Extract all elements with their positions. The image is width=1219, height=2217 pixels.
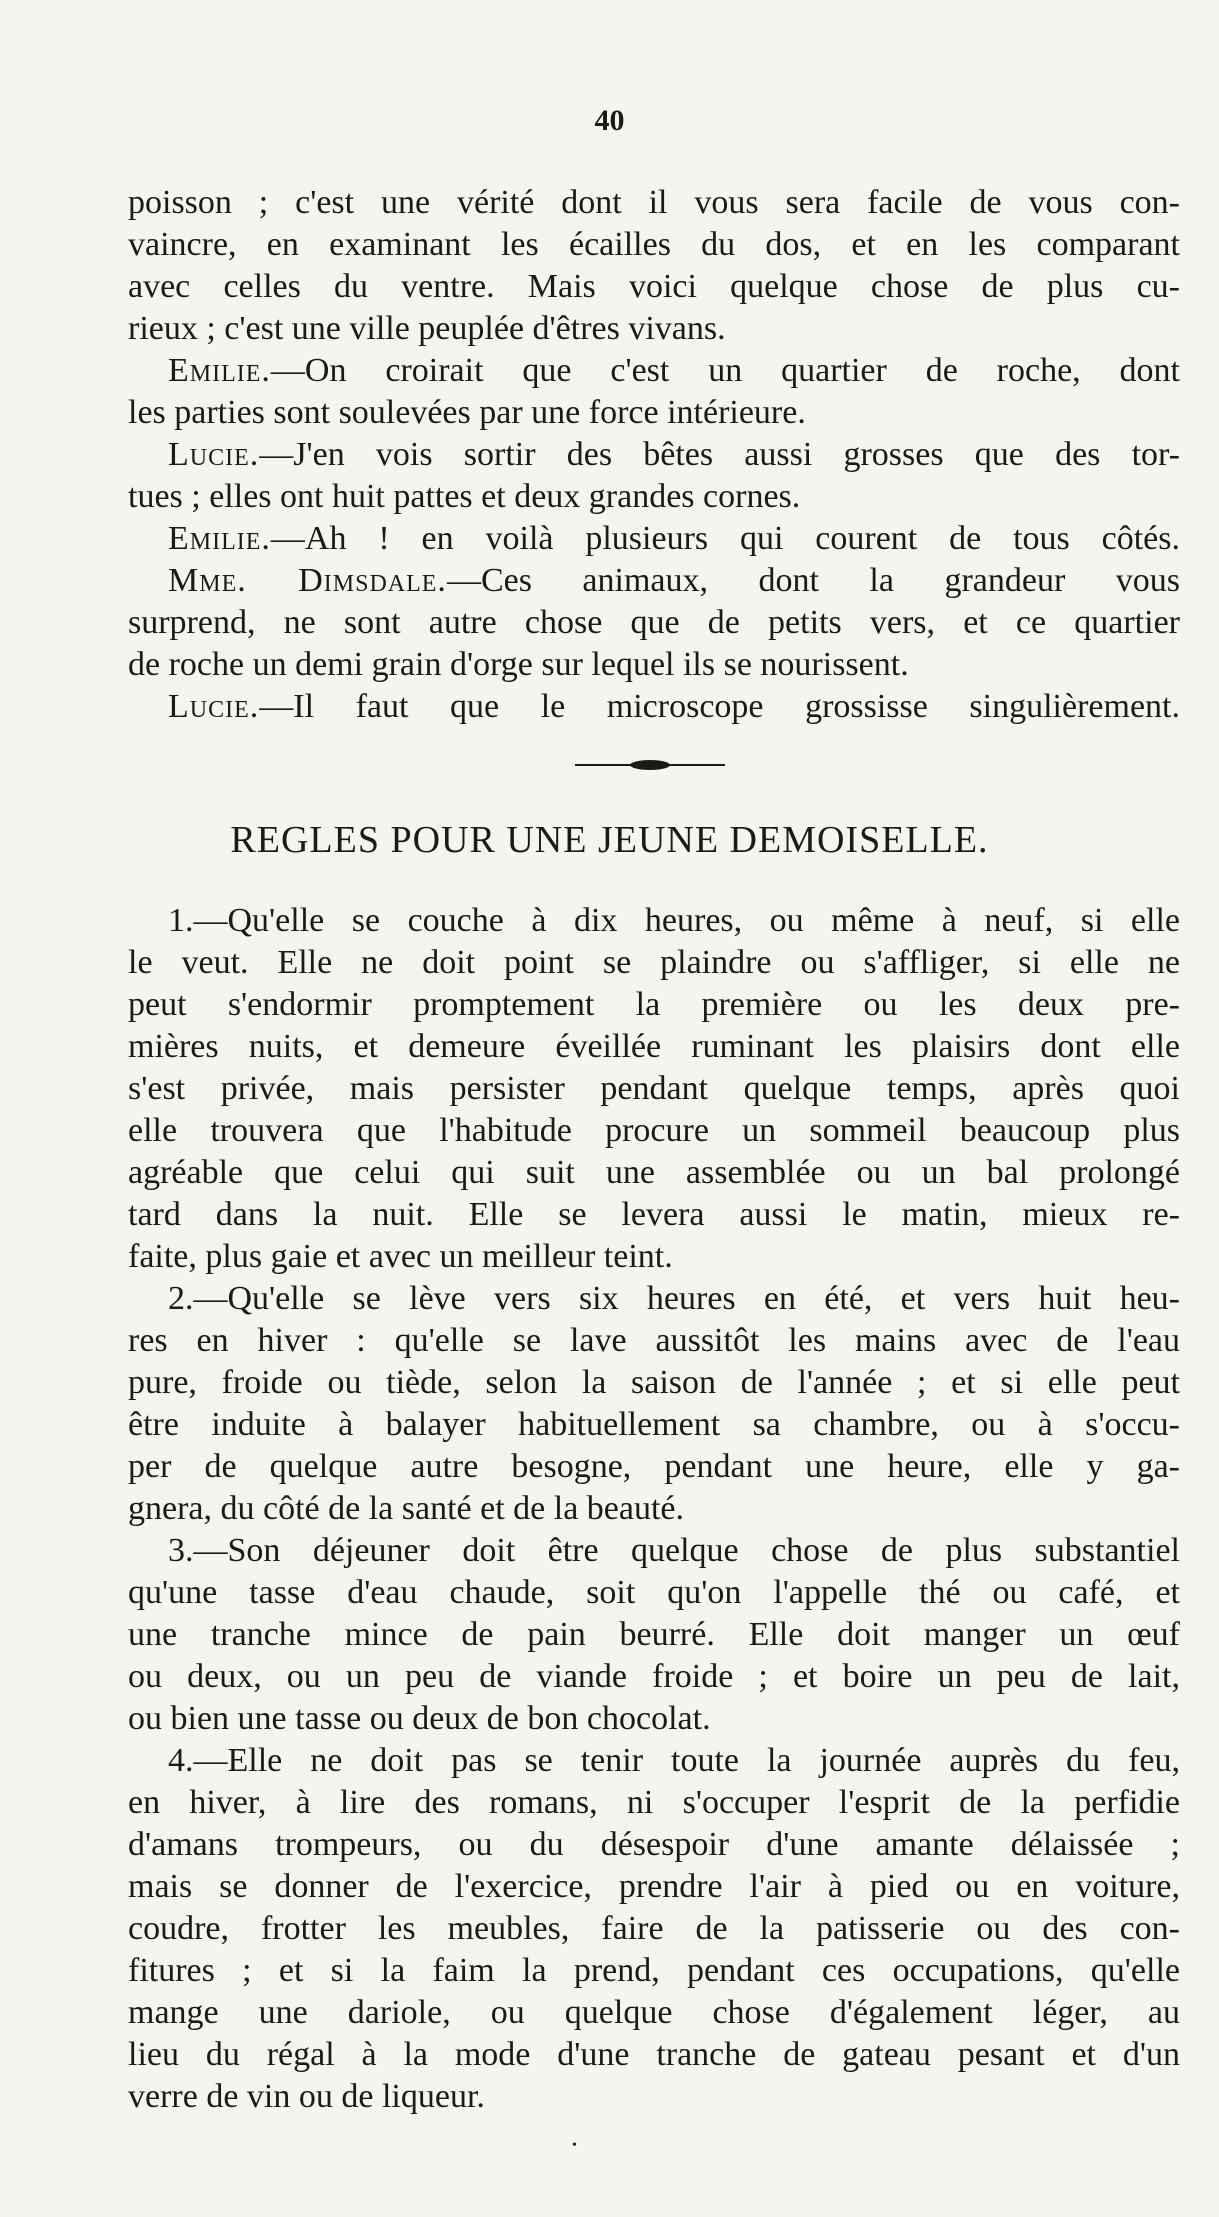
rule-line: être induite à balayer habituellement sa chambre, ou à s'occu- — [128, 1406, 1180, 1443]
rule-line: s'est privée, mais persister pendant quelque temps, après quoi — [128, 1070, 1180, 1107]
speaker-name: Mme. Dimsdale. — [168, 562, 447, 599]
rule-line: mais se donner de l'exercice, prendre l'air à pied ou en voiture, — [128, 1868, 1180, 1905]
speaker-name: Emilie. — [168, 520, 271, 557]
rule-line: le veut. Elle ne doit point se plaindre ou s'affliger, si elle ne — [128, 944, 1180, 981]
text-line: surprend, ne sont autre chose que de petits vers, et ce quartier — [128, 604, 1180, 641]
rule-line: per de quelque autre besogne, pendant une heure, elle y ga- — [128, 1448, 1180, 1485]
dialogue-block — [128, 182, 1180, 728]
rule-line: verre de vin ou de liqueur. — [128, 2078, 485, 2115]
rule-line: ou deux, ou un peu de viande froide ; et boire un peu de lait, — [128, 1658, 1180, 1695]
speaker-name: Emilie. — [168, 352, 271, 389]
text-line: de roche un demi grain d'orge sur lequel ils se nourissent. — [128, 646, 909, 683]
rules-block — [128, 900, 1180, 2118]
rule-line: lieu du régal à la mode d'une tranche de gateau pesant et d'un — [128, 2036, 1180, 2073]
rule-line: 2.—Qu'elle se lève vers six heures en été, et vers huit heu- — [168, 1280, 1180, 1317]
rule-line: peut s'endormir promptement la première ou les deux pre- — [128, 986, 1180, 1023]
speech-line: Emilie.—On croirait que c'est un quartier de roche, dont — [168, 352, 1180, 389]
rule-line: gnera, du côté de la santé et de la beauté. — [128, 1490, 685, 1527]
section-title: REGLES POUR UNE JEUNE DEMOISELLE. — [230, 819, 989, 861]
speech-line: Lucie.—J'en vois sortir des bêtes aussi grosses que des tor- — [168, 436, 1180, 473]
text-line: avec celles du ventre. Mais voici quelque chose de plus cu- — [128, 268, 1180, 305]
rule-line: coudre, frotter les meubles, faire de la patisserie ou des con- — [128, 1910, 1180, 1947]
speaker-name: Lucie. — [168, 436, 260, 473]
page-number: 40 — [594, 104, 625, 137]
speech-line: Emilie.—Ah ! en voilà plusieurs qui courent de tous côtés. — [168, 520, 1180, 557]
text-line: rieux ; c'est une ville peuplée d'êtres vivans. — [128, 310, 726, 347]
text-line: poisson ; c'est une vérité dont il vous sera facile de vous con- — [128, 184, 1180, 221]
rule-line: mange une dariole, ou quelque chose d'également léger, au — [128, 1994, 1180, 2031]
section-divider-ornament — [575, 758, 725, 772]
rule-line: d'amans trompeurs, ou du désespoir d'une amante délaissée ; — [128, 1826, 1180, 1863]
rule-line: 4.—Elle ne doit pas se tenir toute la journée auprès du feu, — [168, 1742, 1180, 1779]
rule-line: 1.—Qu'elle se couche à dix heures, ou même à neuf, si elle — [168, 902, 1180, 939]
speech-line: Mme. Dimsdale.—Ces animaux, dont la grandeur vous — [168, 562, 1180, 599]
rule-line: elle trouvera que l'habitude procure un sommeil beaucoup plus — [128, 1112, 1180, 1149]
rule-line: pure, froide ou tiède, selon la saison de l'année ; et si elle peut — [128, 1364, 1180, 1401]
rule-line: mières nuits, et demeure éveillée ruminant les plaisirs dont elle — [128, 1028, 1180, 1065]
rule-line: 3.—Son déjeuner doit être quelque chose de plus substantiel — [168, 1532, 1180, 1569]
text-line: tues ; elles ont huit pattes et deux grandes cornes. — [128, 478, 801, 515]
rule-line: res en hiver : qu'elle se lave aussitôt les mains avec de l'eau — [128, 1322, 1180, 1359]
rule-line: tard dans la nuit. Elle se levera aussi le matin, mieux re- — [128, 1196, 1180, 1233]
text-line: vaincre, en examinant les écailles du dos, et en les comparant — [128, 226, 1180, 263]
rule-line: qu'une tasse d'eau chaude, soit qu'on l'appelle thé ou café, et — [128, 1574, 1180, 1611]
speech-line: Lucie.—Il faut que le microscope grossisse singulièrement. — [168, 688, 1180, 725]
rule-line: en hiver, à lire des romans, ni s'occuper l'esprit de la perfidie — [128, 1784, 1180, 1821]
rule-line: une tranche mince de pain beurré. Elle doit manger un œuf — [128, 1616, 1180, 1653]
speaker-name: Lucie. — [168, 688, 260, 725]
rule-line: faite, plus gaie et avec un meilleur teint. — [128, 1238, 673, 1275]
rule-line: ou bien une tasse ou deux de bon chocolat. — [128, 1700, 711, 1737]
rule-line: agréable que celui qui suit une assemblée ou un bal prolongé — [128, 1154, 1180, 1191]
text-line: les parties sont soulevées par une force intérieure. — [128, 394, 806, 431]
printer-mark: • — [572, 2138, 577, 2153]
rule-line: fitures ; et si la faim la prend, pendant ces occupations, qu'elle — [128, 1952, 1180, 1989]
